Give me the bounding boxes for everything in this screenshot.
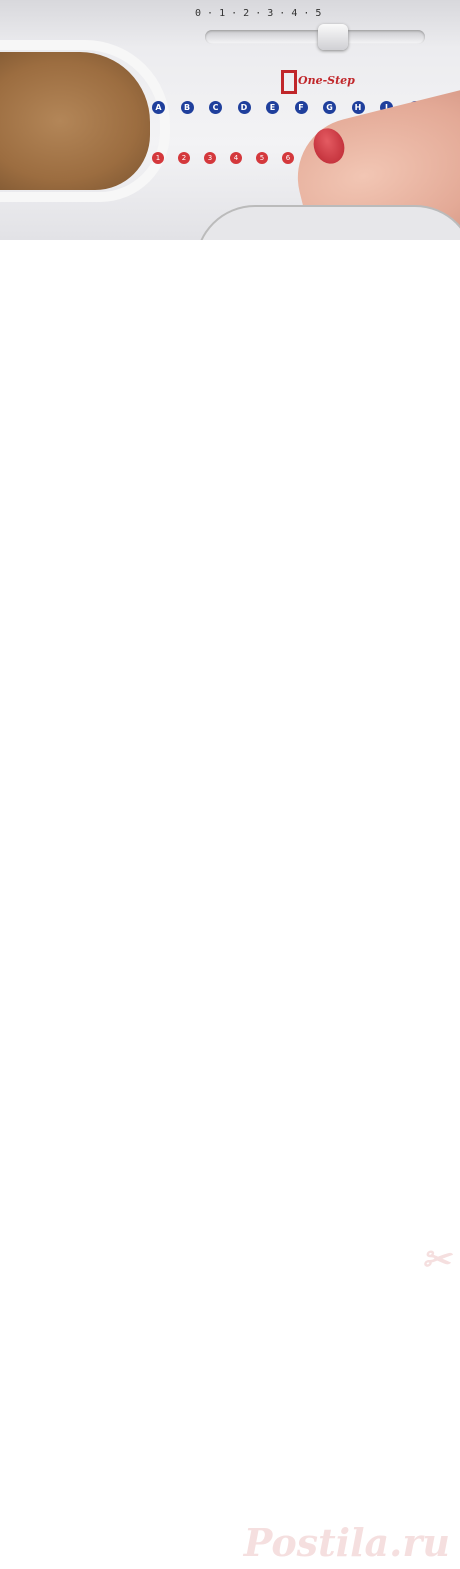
stitch-letter-badge: B [181,101,194,114]
stitch-number-badge: 5 [256,152,268,164]
stitch-letter-badge: C [209,101,222,114]
felt-pad [0,52,150,190]
machine-bed-curve [195,205,460,240]
stitch-length-slider-track [205,30,425,44]
stitch-letter-badge: F [295,101,308,114]
stitch-number-badge: 4 [230,152,242,164]
stitch-number-badge: 2 [178,152,190,164]
stitch-number-badge: 1 [152,152,164,164]
stitch-letter-badge: E [266,101,279,114]
stitch-length-dial-scale: 0 · 1 · 2 · 3 · 4 · 5 [195,8,322,19]
stitch-letter-badge: G [323,101,336,114]
stitch-letter-badge: A [152,101,165,114]
brand-logo-text: One-Step [298,74,355,87]
stitch-letter-badge: D [238,101,251,114]
stitch-length-slider-knob [318,24,348,50]
stitch-number-badge: 6 [282,152,294,164]
stitch-number-badge: 3 [204,152,216,164]
watermark-top: ✂ [421,1240,450,1280]
brand-logo-icon [281,70,297,94]
sewing-machine-photo [0,0,460,240]
watermark: Postila.ru [243,1520,450,1565]
stitch-letter-badge: H [352,101,365,114]
